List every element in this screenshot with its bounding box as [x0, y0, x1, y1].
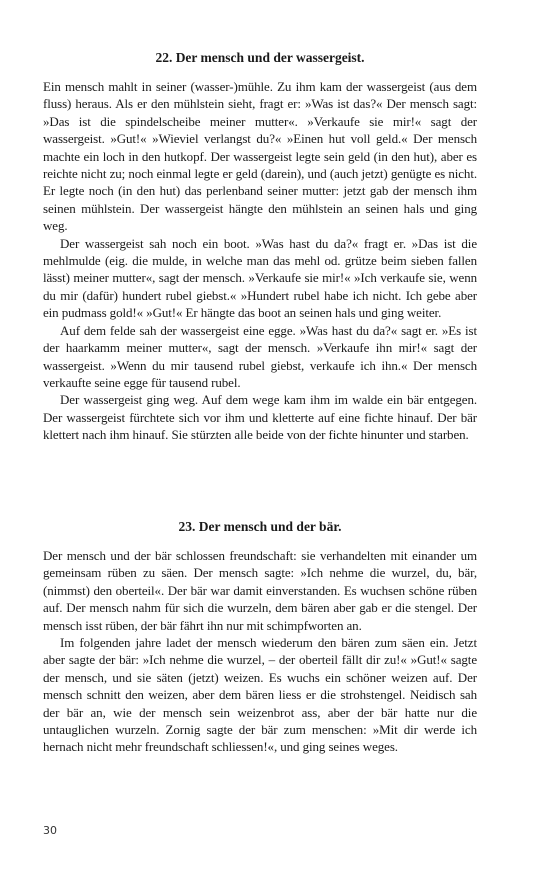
paragraph: Der wassergeist sah noch ein boot. »Was hast du da?« fragt er. »Das ist die mehlmulde (eig. die mulde, in welche man das mehl od. grütze beim sieben fallen lässt) meiner mutter«, sagt der mensch. »Verkaufe sie mir!« »Ich verkaufe sie, wenn du mir (dafür) hundert rubel giebst.« »Hundert rubel habe ich nicht. Ich gebe aber ein pudmass gold!« »Gut!« Er hängte das boot an seinen hals und ging weiter.	[43, 235, 477, 321]
story-title: 22. Der mensch und der wassergeist.	[155, 50, 365, 65]
story-22	[43, 50, 477, 444]
paragraph: Der mensch und der bär schlossen freundschaft: sie verhandelten mit einander um gemeinsam rüben zu säen. Der mensch sagte: »Ich nehme die wurzel, du, bär, (nimmst) den oberteil«. Der bär war damit einverstanden. Es wuchsen schöne rüben auf. Der mensch nahm für sich die wurzeln, dem bären aber gab er die stengel. Der mensch isst rüben, der bär fährt ihn nur mit schimpfworten an.	[43, 548, 477, 633]
paragraph: Der wassergeist ging weg. Auf dem wege kam ihm im walde ein bär entgegen. Der wassergeist fürchtete sich vor ihm und kletterte auf eine fichte hinauf. Der bär klettert nach ihm hinauf. Sie stürzten alle beide von der fichte hinunter und starben.	[43, 392, 477, 443]
page-number: 30	[43, 824, 57, 837]
paragraph: Ein mensch mahlt in seiner (wasser-)mühle. Zu ihm kam der wassergeist (aus dem fluss) heraus. Als er den mühlstein sieht, fragt er: »Was ist das?« Der mensch sagt: »Das ist die spindelscheibe meiner mutter«. »Verkaufe sie mir!« sagt der wassergeist. »Gut!« »Wieviel verlangst du?« »Einen hut voll geld.« Der mensch machte ein loch in den hutkopf. Der wassergeist legte sein geld (in den hut), aber es reichte nicht zu; noch einmal legte er geld (darein), und (auch jetzt) genügte es nicht. Er legte noch (in den hut) das perlenband seiner mutter: jetzt gab der mensch ihm seinen mühlstein. Der wassergeist hängte den mühlstein an seinen hals und ging weg.	[43, 79, 477, 234]
paragraph: Im folgenden jahre ladet der mensch wiederum den bären zum säen ein. Jetzt aber sagte der bär: »Ich nehme die wurzel, – der oberteil fällt dir zu!« »Gut!« sagte der mensch, und sie säten (jetzt) weizen. Es wuchs ein schöner weizen auf. Der mensch schnitt den weizen, aber dem bären liess er die strohstengel. Neidisch sah der bär an, wie der mensch sein weizenbrot ass, aber der bär hatte nur die untauglichen wurzeln. Zornig sagte der bär zum menschen: »Mit dir werde ich hernach nicht mehr freundschaft schliessen!«, und ging seines weges.	[43, 635, 477, 755]
story-23	[43, 519, 477, 756]
paragraph: Auf dem felde sah der wassergeist eine egge. »Was hast du da?« sagt er. »Es ist der haarkamm meiner mutter«, sagt der mensch. »Verkaufe ihn mir!« sagt der wassergeist. »Wenn du mir tausend rubel giebst, verkaufe ich ihn.« Der mensch verkaufte seine egge für tausend rubel.	[43, 322, 477, 390]
story-title: 23. Der mensch und der bär.	[178, 519, 342, 534]
